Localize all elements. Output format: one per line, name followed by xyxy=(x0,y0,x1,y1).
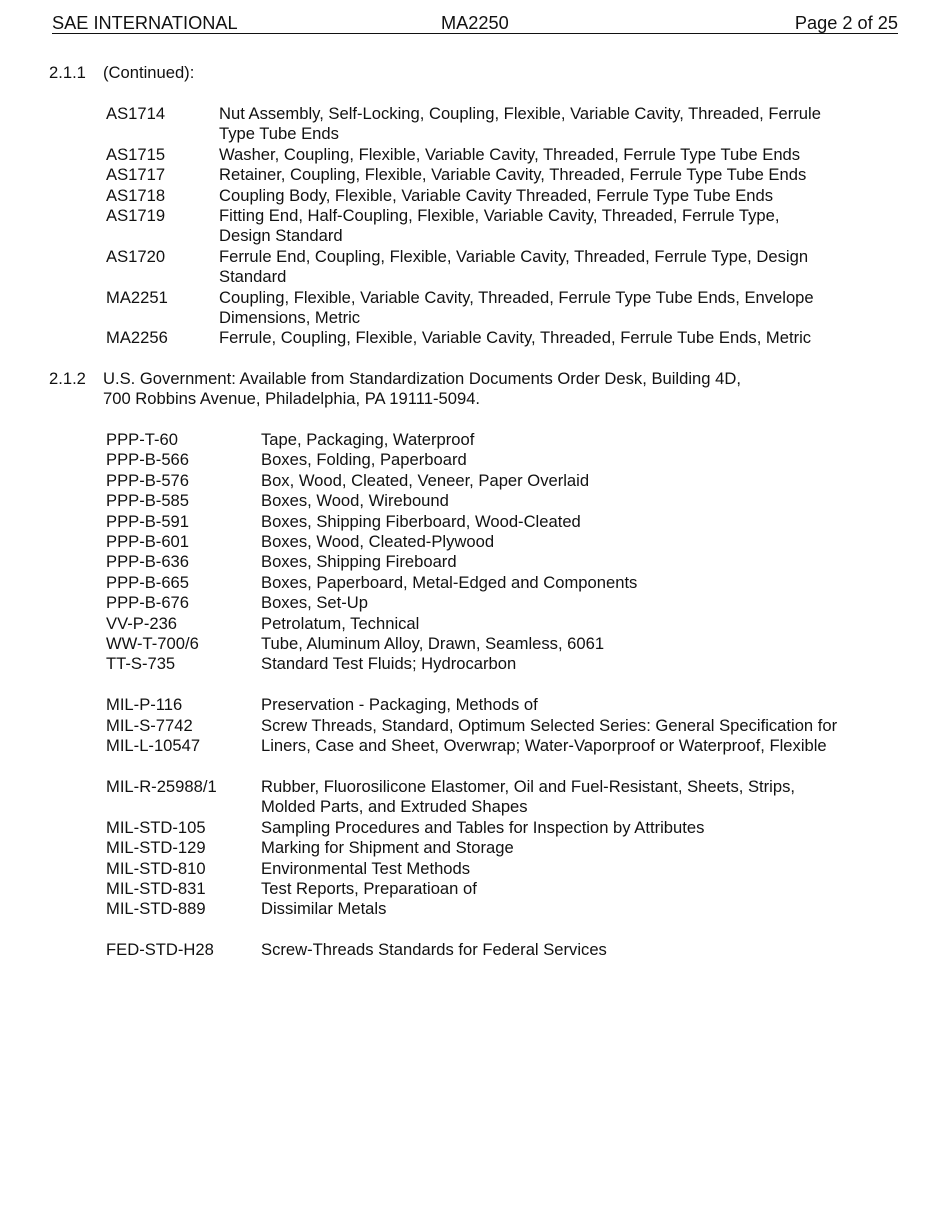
reference-entry xyxy=(106,471,837,491)
government-standards-list xyxy=(106,430,837,961)
reference-entry xyxy=(106,899,837,919)
document-title-line: Boxes, Wood, Wirebound xyxy=(261,491,449,511)
reference-entry xyxy=(106,328,821,348)
document-title-line: Ferrule, Coupling, Flexible, Variable Cavity, Threaded, Ferrule Tube Ends, Metric xyxy=(219,328,812,348)
reference-entry xyxy=(106,736,837,756)
document-title-line: Coupling, Flexible, Variable Cavity, Threaded, Ferrule Type Tube Ends, Envelope xyxy=(219,287,814,307)
reference-entry xyxy=(106,450,837,470)
document-title-line: Preservation - Packaging, Methods of xyxy=(261,695,538,715)
document-title-line: Tube, Aluminum Alloy, Drawn, Seamless, 6061 xyxy=(261,634,605,654)
document-code: VV-P-236 xyxy=(106,613,178,633)
document-code: PPP-B-566 xyxy=(106,450,190,470)
document-code: MIL-STD-129 xyxy=(106,838,206,858)
reference-entry xyxy=(106,247,821,288)
document-title-line: Boxes, Set-Up xyxy=(261,593,368,613)
document-title-line: Marking for Shipment and Storage xyxy=(261,838,514,858)
document-title-line: Ferrule End, Coupling, Flexible, Variable Cavity, Threaded, Ferrule Type, Design xyxy=(219,246,809,266)
document-title-line: Sampling Procedures and Tables for Inspection by Attributes xyxy=(261,817,705,837)
document-title-line: Molded Parts, and Extruded Shapes xyxy=(261,797,528,817)
reference-entry xyxy=(106,532,837,552)
document-title-line: Tape, Packaging, Waterproof xyxy=(261,430,475,449)
reference-entry xyxy=(106,614,837,634)
document-title-line: Boxes, Shipping Fiberboard, Wood-Cleated xyxy=(261,511,581,531)
document-title-line: Boxes, Wood, Cleated-Plywood xyxy=(261,532,495,552)
section-intro-line-2: 700 Robbins Avenue, Philadelphia, PA 19111-5094. xyxy=(103,389,481,409)
document-code: FED-STD-H28 xyxy=(106,940,214,960)
document-code: TT-S-735 xyxy=(106,654,176,674)
reference-entry xyxy=(106,654,837,674)
reference-entry xyxy=(106,879,837,899)
document-title-line: Box, Wood, Cleated, Veneer, Paper Overlaid xyxy=(261,470,590,490)
header-doc-number: MA2250 xyxy=(441,13,509,33)
reference-entry xyxy=(106,818,837,838)
document-code: MIL-R-25988/1 xyxy=(106,776,217,796)
document-title-line: Petrolatum, Technical xyxy=(261,613,420,633)
document-title-line: Liners, Case and Sheet, Overwrap; Water-Vaporproof or Waterproof, Flexible xyxy=(261,736,827,756)
document-title-line: Rubber, Fluorosilicone Elastomer, Oil and Fuel-Resistant, Sheets, Strips, xyxy=(261,776,796,796)
reference-entry xyxy=(106,206,821,247)
group-spacer xyxy=(106,675,837,695)
document-code: PPP-B-576 xyxy=(106,470,190,490)
reference-entry xyxy=(106,186,821,206)
reference-entry xyxy=(106,430,837,450)
header-org: SAE INTERNATIONAL xyxy=(52,13,238,33)
reference-entry xyxy=(106,491,837,511)
document-code: PPP-B-601 xyxy=(106,532,190,552)
section-intro-line-1: U.S. Government: Available from Standardization Documents Order Desk, Building 4D, xyxy=(103,369,741,388)
document-title-line: Test Reports, Preparatioan of xyxy=(261,878,477,898)
document-code: MIL-S-7742 xyxy=(106,715,193,735)
group-spacer xyxy=(106,756,837,776)
document-code: AS1714 xyxy=(106,104,166,123)
document-title-line: Screw Threads, Standard, Optimum Selected Series: General Specification for xyxy=(261,715,838,735)
document-code: AS1717 xyxy=(106,165,166,185)
document-title-line: Fitting End, Half-Coupling, Flexible, Variable Cavity, Threaded, Ferrule Type, xyxy=(219,206,780,226)
reference-entry xyxy=(106,593,837,613)
reference-entry xyxy=(106,777,837,818)
document-title-line: Type Tube Ends xyxy=(219,124,339,144)
document-code: AS1718 xyxy=(106,185,166,205)
document-title-line: Dissimilar Metals xyxy=(261,899,387,919)
reference-entry xyxy=(106,716,837,736)
as-standards-list xyxy=(106,104,821,349)
reference-entry xyxy=(106,859,837,879)
group-spacer xyxy=(106,920,837,940)
reference-entry xyxy=(106,288,821,329)
document-code: MIL-STD-810 xyxy=(106,858,206,878)
document-title-line: Coupling Body, Flexible, Variable Cavity Threaded, Ferrule Type Tube Ends xyxy=(219,185,774,205)
reference-entry xyxy=(106,145,821,165)
section-number: 2.1.2 xyxy=(49,369,86,388)
reference-entry xyxy=(106,512,837,532)
document-code: PPP-B-636 xyxy=(106,552,190,572)
document-title-line: Design Standard xyxy=(219,226,343,246)
document-title-line: Retainer, Coupling, Flexible, Variable Cavity, Threaded, Ferrule Type Tube Ends xyxy=(219,165,807,185)
document-code: AS1715 xyxy=(106,144,166,164)
document-code: MA2256 xyxy=(106,328,168,348)
document-title-line: Boxes, Paperboard, Metal-Edged and Components xyxy=(261,572,638,592)
document-code: MIL-STD-889 xyxy=(106,899,206,919)
document-title-line: Washer, Coupling, Flexible, Variable Cavity, Threaded, Ferrule Type Tube Ends xyxy=(219,144,801,164)
header-page-number: Page 2 of 25 xyxy=(794,13,898,33)
reference-entry xyxy=(106,695,837,715)
document-code: MIL-STD-105 xyxy=(106,817,206,837)
document-title-line: Screw-Threads Standards for Federal Services xyxy=(261,940,607,960)
reference-entry xyxy=(106,940,837,960)
document-code: WW-T-700/6 xyxy=(106,634,199,654)
document-title-line: Standard xyxy=(219,267,287,287)
document-title-line: Nut Assembly, Self-Locking, Coupling, Flexible, Variable Cavity, Threaded, Ferrule xyxy=(219,104,821,123)
document-code: PPP-B-591 xyxy=(106,511,190,531)
reference-entry xyxy=(106,552,837,572)
document-title-line: Boxes, Folding, Paperboard xyxy=(261,450,467,470)
document-code: AS1719 xyxy=(106,206,166,226)
section-number: 2.1.1 xyxy=(49,63,86,82)
reference-entry xyxy=(106,634,837,654)
reference-entry xyxy=(106,573,837,593)
reference-entry xyxy=(106,104,821,145)
document-code: MIL-STD-831 xyxy=(106,878,206,898)
document-code: MIL-P-116 xyxy=(106,695,183,715)
document-title-line: Boxes, Shipping Fireboard xyxy=(261,552,457,572)
document-code: PPP-B-665 xyxy=(106,572,190,592)
document-code: MIL-L-10547 xyxy=(106,736,201,756)
page-header xyxy=(52,12,898,34)
document-code: PPP-T-60 xyxy=(106,430,178,449)
document-code: PPP-B-585 xyxy=(106,491,190,511)
document-code: AS1720 xyxy=(106,246,166,266)
document-code: MA2251 xyxy=(106,287,168,307)
document-code: PPP-B-676 xyxy=(106,593,190,613)
document-title-line: Standard Test Fluids; Hydrocarbon xyxy=(261,654,517,674)
document-title-line: Dimensions, Metric xyxy=(219,308,361,328)
reference-entry xyxy=(106,165,821,185)
document-title-line: Environmental Test Methods xyxy=(261,858,471,878)
section-title: (Continued): xyxy=(103,63,195,82)
reference-entry xyxy=(106,838,837,858)
